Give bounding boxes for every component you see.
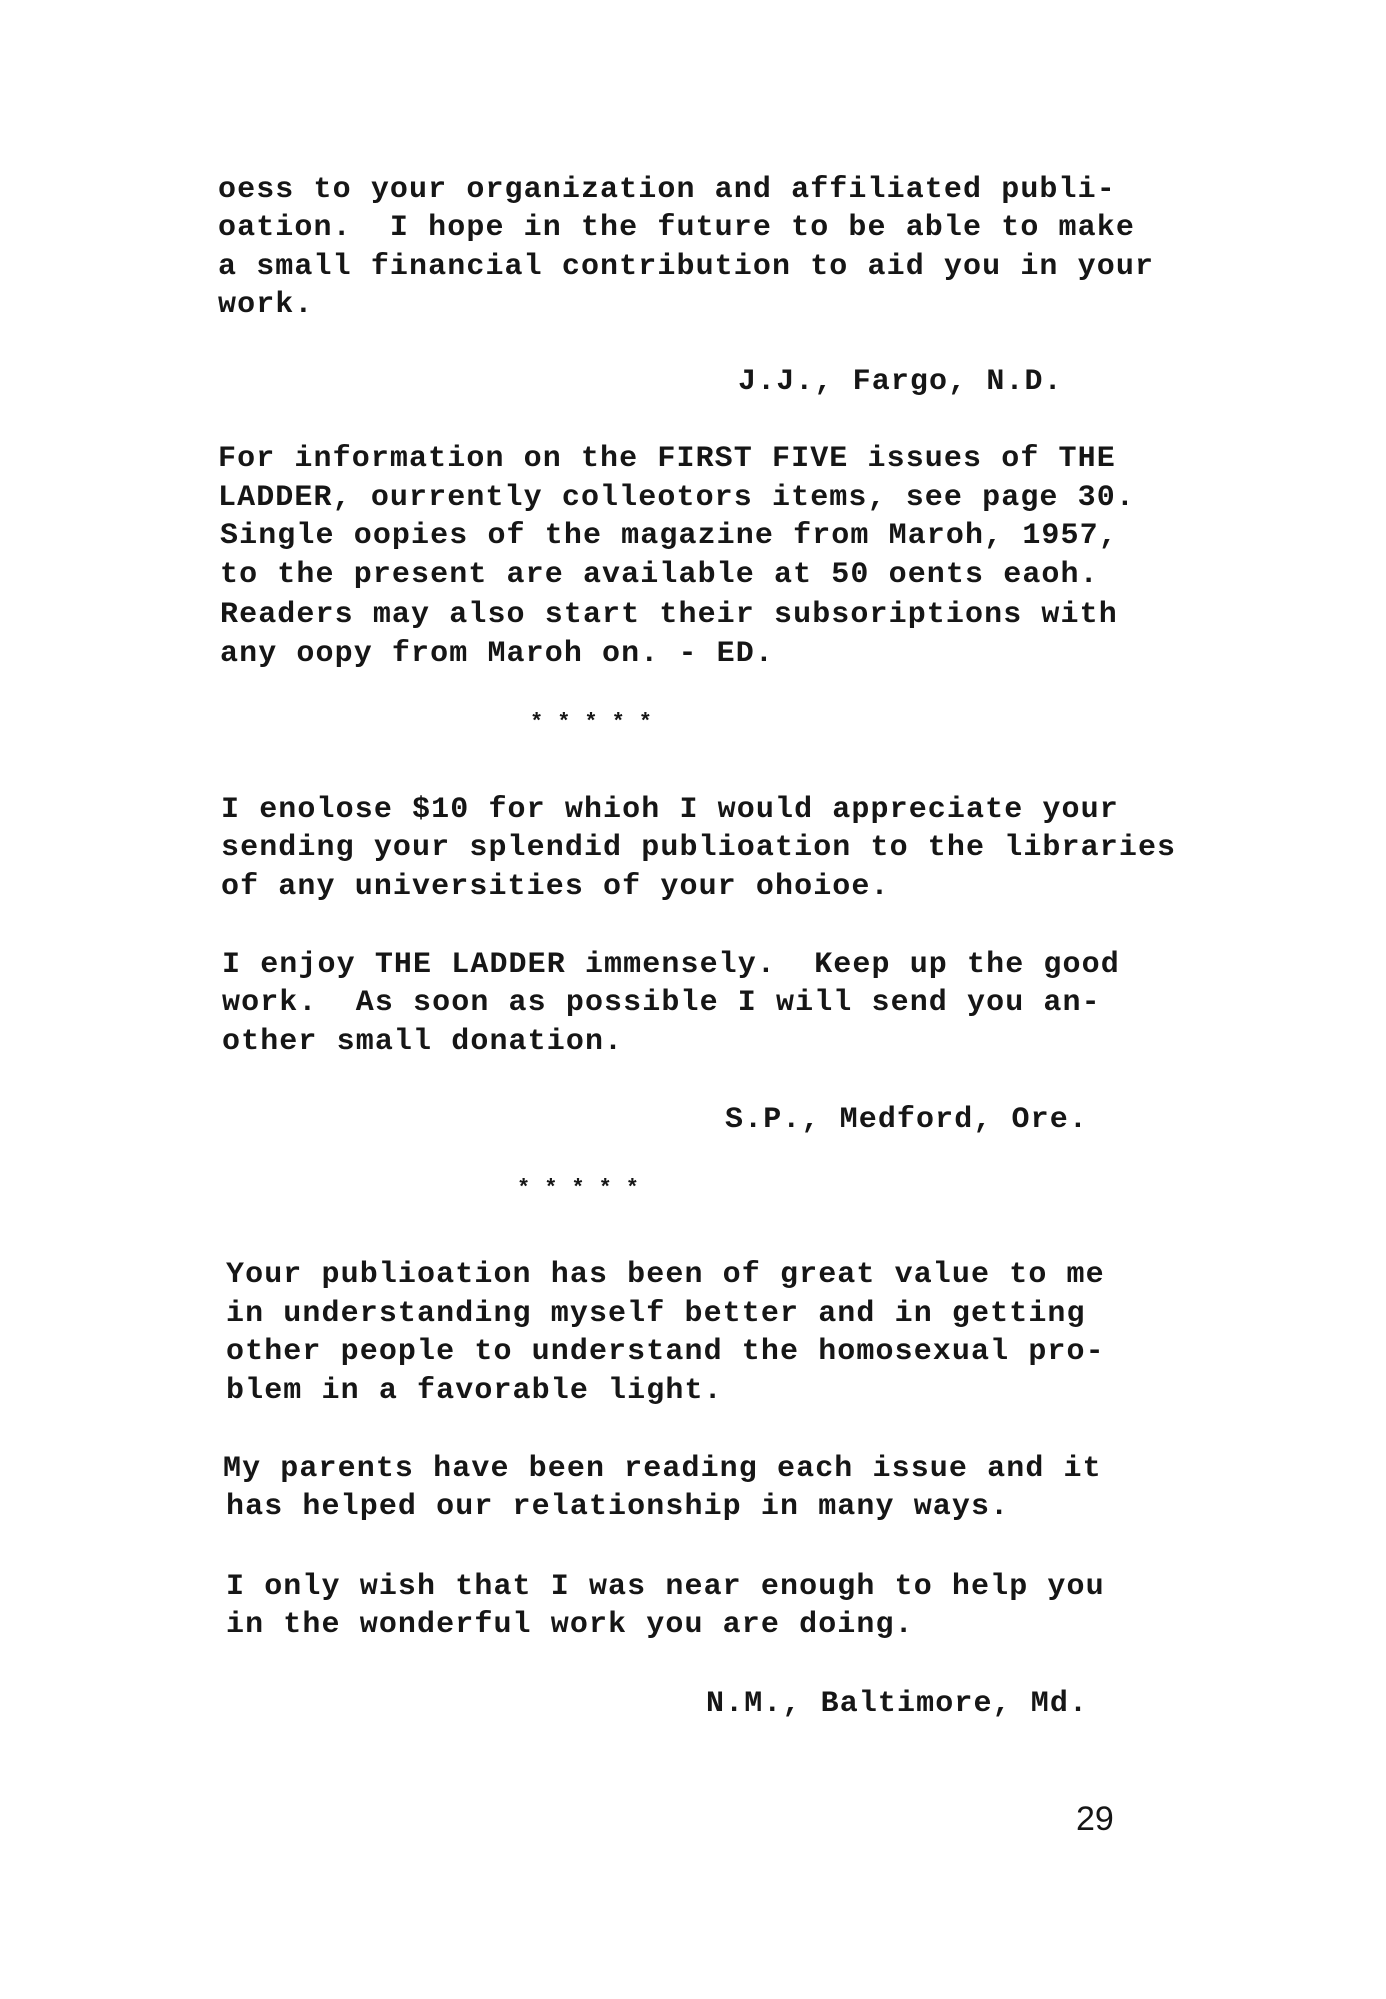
text-line: sending your splendid publioation to the libraries — [221, 831, 1177, 865]
text-line: of any universities of your ohoioe. — [221, 870, 890, 904]
text-line: My parents have been reading each issue and it — [223, 1452, 1102, 1486]
text-line: Readers may also start their subsoriptions with — [220, 598, 1118, 632]
separator: ***** — [517, 1176, 654, 1201]
text-line: work. — [218, 288, 314, 322]
page-number: 29 — [1076, 1800, 1114, 1838]
text-line: blem in a favorable light. — [226, 1374, 723, 1408]
text-line: Your publioation has been of great value to me — [226, 1258, 1105, 1292]
text-line: has helped our relationship in many ways. — [226, 1490, 1010, 1524]
separator: ***** — [530, 710, 667, 735]
text-line: in the wonderful work you are doing. — [226, 1608, 914, 1642]
text-line: other small donation. — [222, 1025, 624, 1059]
signature: S.P., Medford, Ore. — [725, 1103, 1088, 1137]
text-line: a small financial contribution to aid you in your — [218, 250, 1155, 284]
text-line: any oopy from Maroh on. - ED. — [220, 637, 774, 671]
text-line: I enjoy THE LADDER immensely. Keep up the good — [222, 948, 1120, 982]
text-line: to the present are available at 50 oents eaoh. — [220, 558, 1099, 592]
text-line: other people to understand the homosexual pro- — [226, 1335, 1105, 1369]
text-line: oation. I hope in the future to be able to make — [218, 211, 1135, 245]
text-line: I enolose $10 for whioh I would appreciate your — [221, 793, 1119, 827]
signature: N.M., Baltimore, Md. — [706, 1687, 1089, 1721]
text-line: For information on the FIRST FIVE issues of THE — [218, 442, 1116, 476]
text-line: I only wish that I was near enough to help you — [226, 1570, 1105, 1604]
text-line: Single oopies of the magazine from Maroh, 1957, — [220, 519, 1118, 553]
text-line: work. As soon as possible I will send you an- — [222, 986, 1101, 1020]
text-line: in understanding myself better and in getting — [226, 1297, 1086, 1331]
signature: J.J., Fargo, N.D. — [738, 365, 1063, 399]
text-line: LADDER, ourrently colleotors items, see page 30. — [218, 481, 1135, 515]
text-line: oess to your organization and affiliated publi- — [218, 173, 1116, 207]
